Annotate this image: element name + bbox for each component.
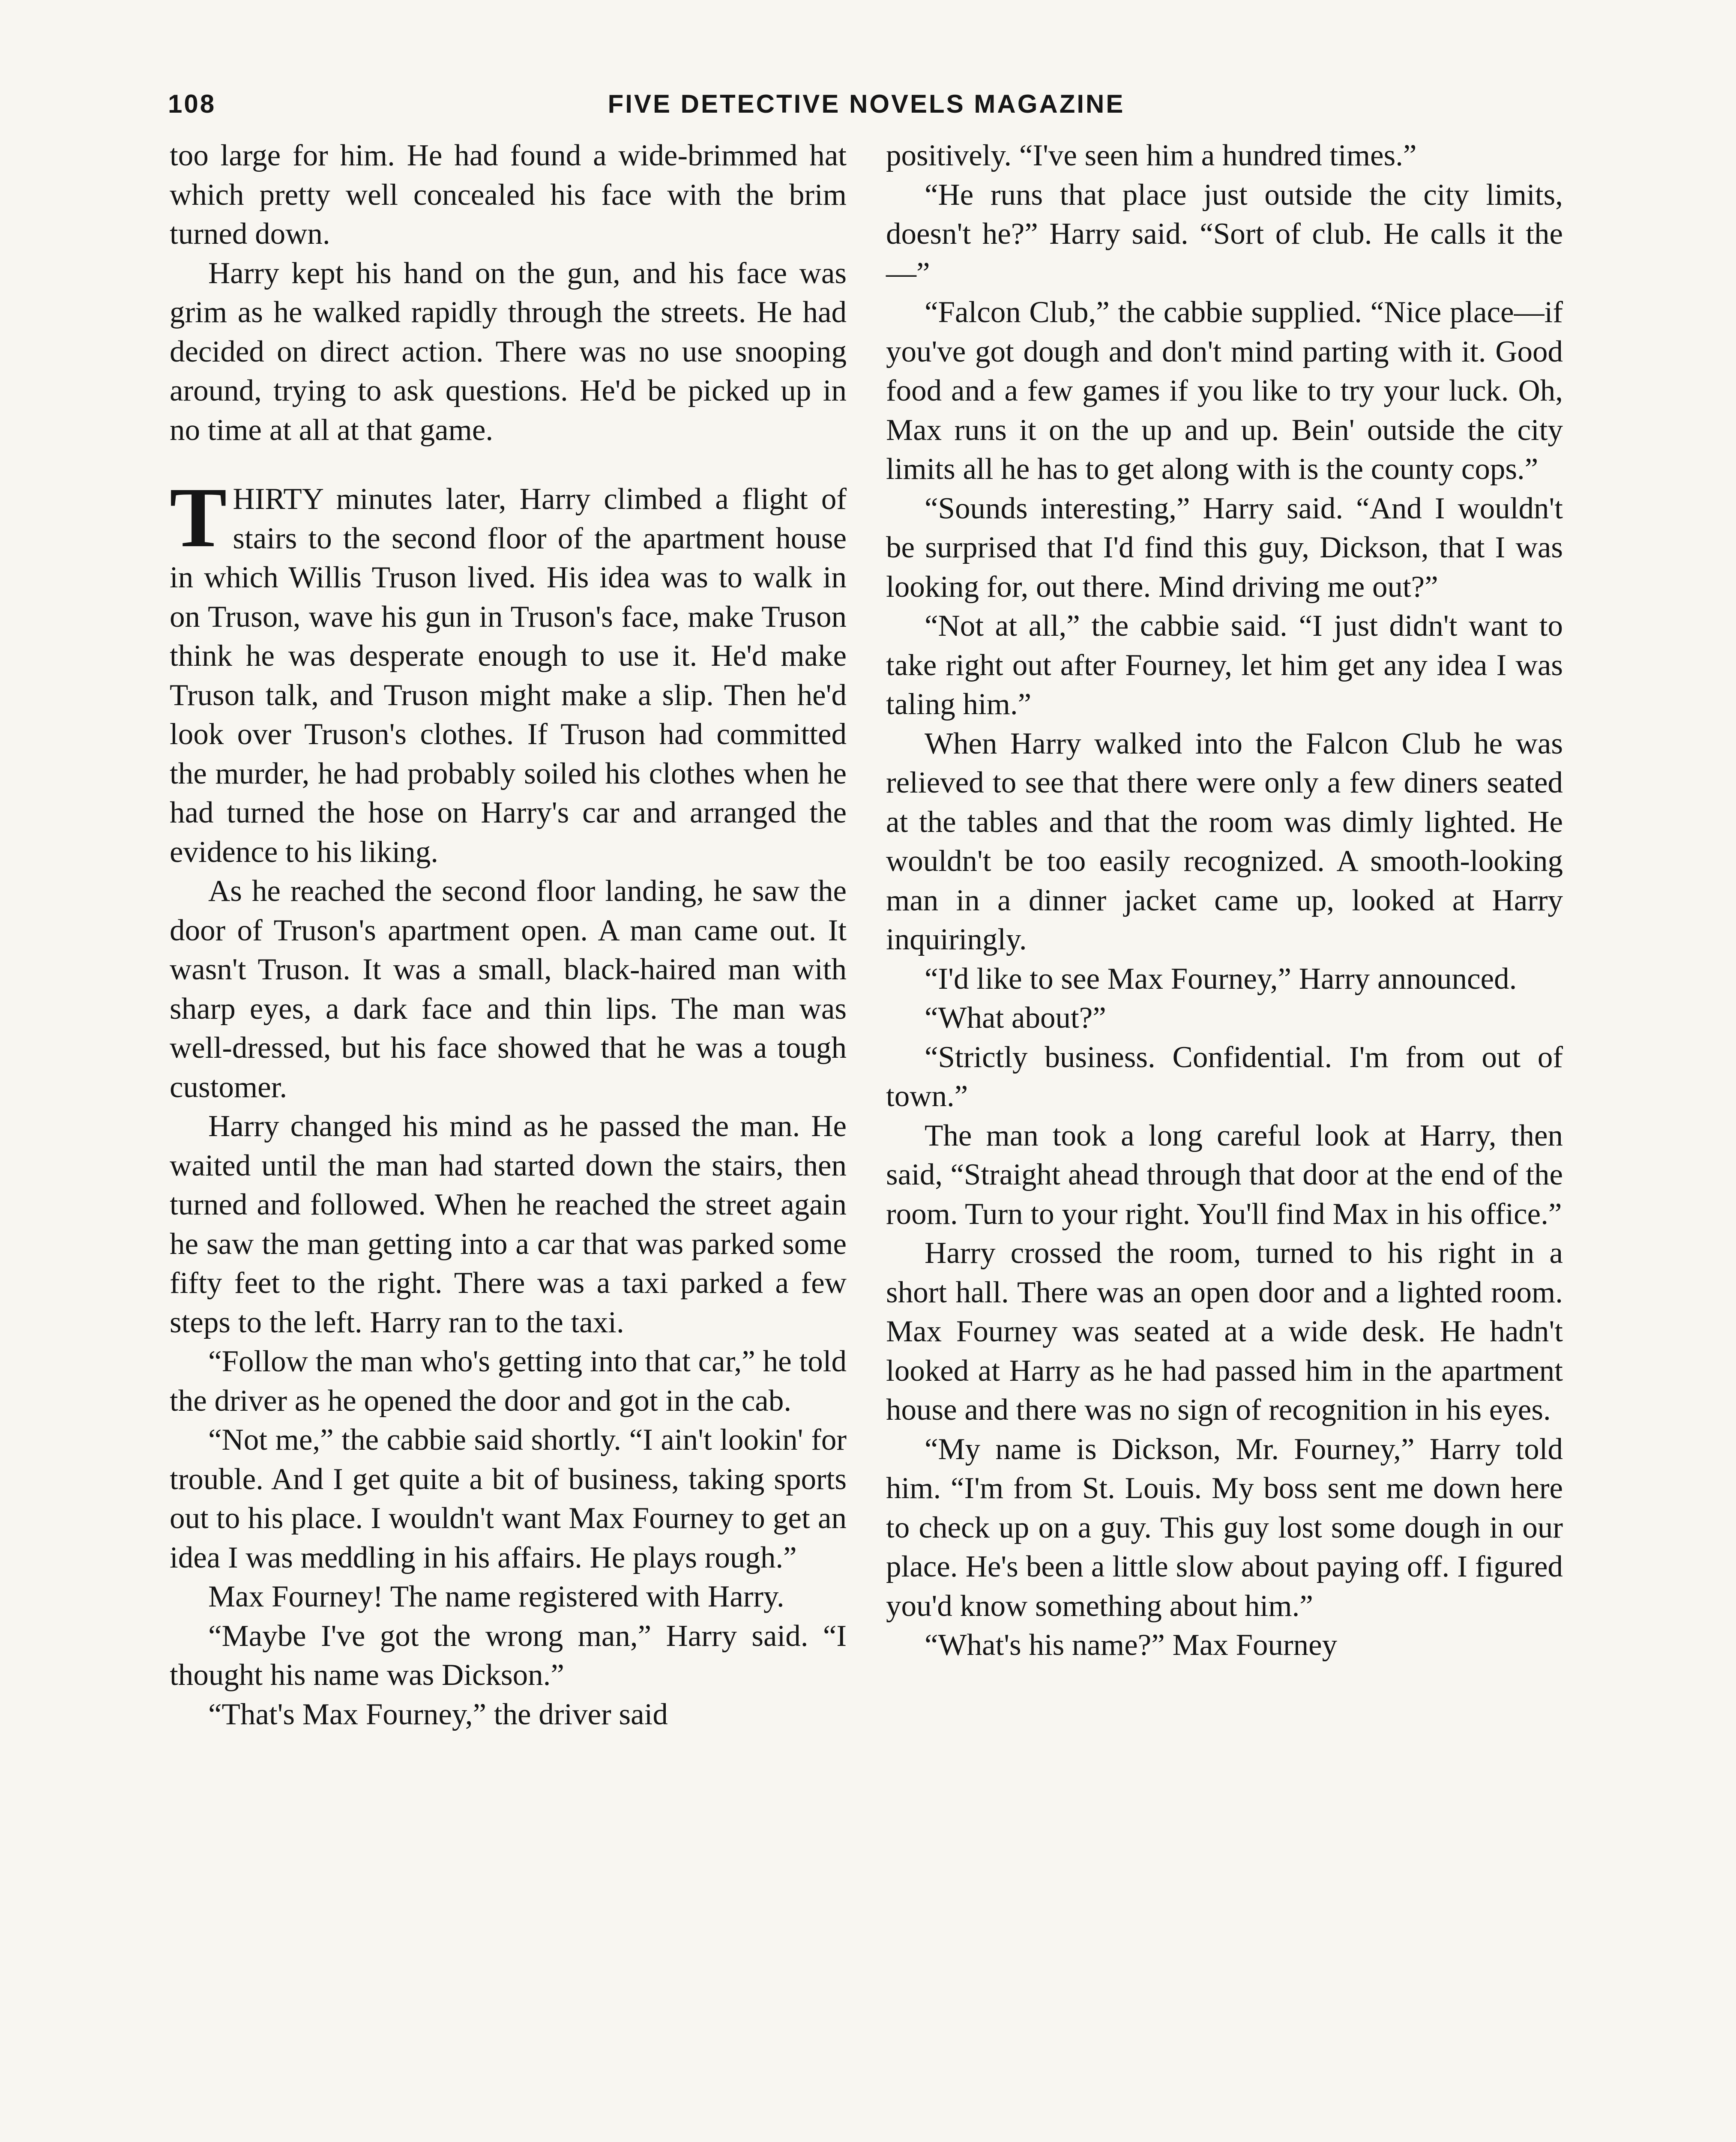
paragraph: “I'd like to see Max Fourney,” Harry announced.: [925, 962, 1517, 996]
paragraph: “Sounds interesting,” Harry said. “And I wouldn't be surprised that I'd find this guy, Dickson, that I was looking for, out there. Mind driving me out?”: [886, 491, 1563, 604]
paragraph: The man took a long careful look at Harry, then said, “Straight ahead through that door at the end of the room. Turn to your right. You'll find Max in his office.”: [886, 1119, 1563, 1231]
drop-cap: T: [170, 470, 227, 565]
right-column: [886, 136, 1563, 1665]
paragraph: Harry changed his mind as he passed the man. He waited until the man had started down the stairs, then turned and followed. When he reached the street again he saw the man getting into a car that was parked some fifty feet to the right. There was a taxi parked a few steps to the left. Harry ran to the taxi.: [170, 1110, 847, 1339]
paragraph: “Follow the man who's getting into that car,” he told the driver as he opened the door and got in the cab.: [170, 1345, 847, 1418]
section-opening-paragraph: [170, 470, 847, 872]
paragraph: “My name is Dickson, Mr. Fourney,” Harry told him. “I'm from St. Louis. My boss sent me down here to check up on a guy. This guy lost some dough in our place. He's been a little slow about paying off. I figured you'd know something about him.”: [886, 1432, 1563, 1623]
paragraph: As he reached the second floor landing, he saw the door of Truson's apartment open. A man came out. It wasn't Truson. It was a small, black-haired man with sharp eyes, a dark face and thin lips. The man was well-dressed, but his face showed that he was a tough customer.: [170, 874, 847, 1104]
paragraph: “He runs that place just outside the city limits, doesn't he?” Harry said. “Sort of club. He calls it the—”: [886, 178, 1563, 290]
paragraph: “What's his name?” Max Fourney: [925, 1628, 1338, 1662]
drop-cap-paragraph-text: HIRTY minutes later, Harry climbed a flight of stairs to the second floor of the apartment house in which Willis Truson lived. His idea was to walk in on Truson, wave his gun in Truson's face, make Truson think he was desperate enough to use it. He'd make Truson talk, and Truson might make a slip. Then he'd look over Truson's clothes. If Truson had committed the murder, he had probably soiled his clothes when he had turned the hose on Harry's car and arranged the evidence to his liking.: [170, 482, 847, 869]
paragraph: “What about?”: [925, 1001, 1106, 1035]
paragraph: too large for him. He had found a wide-brimmed hat which pretty well concealed his face with the brim turned down.: [170, 139, 847, 251]
paragraph: “That's Max Fourney,” the driver said: [208, 1697, 668, 1731]
paragraph: Harry kept his hand on the gun, and his face was grim as he walked rapidly through the streets. He had decided on direct action. There was no use snooping around, trying to ask questions. He'd be picked up in no time at all at that game.: [170, 256, 847, 447]
paragraph: “Falcon Club,” the cabbie supplied. “Nice place—if you've got dough and don't mind parting with it. Good food and a few games if you like to try your luck. Oh, Max runs it on the up and up. Bein' outside the city limits all he has to get along with is the county cops.”: [886, 296, 1563, 486]
paragraph: “Not me,” the cabbie said shortly. “I ain't lookin' for trouble. And I get quite a bit of business, taking sports out to his place. I wouldn't want Max Fourney to get an idea I was meddling in his affairs. He plays rough.”: [170, 1423, 847, 1574]
paragraph: “Maybe I've got the wrong man,” Harry said. “I thought his name was Dickson.”: [170, 1619, 847, 1692]
page-header: [168, 89, 1565, 128]
paragraph: “Not at all,” the cabbie said. “I just didn't want to take right out after Fourney, let him get any idea I was taling him.”: [886, 609, 1563, 721]
magazine-title: FIVE DETECTIVE NOVELS MAGAZINE: [608, 90, 1125, 118]
paragraph: Harry crossed the room, turned to his right in a short hall. There was an open door and a lighted room. Max Fourney was seated at a wide desk. He hadn't looked at Harry as he had passed him in the apartment house and there was no sign of recognition in his eyes.: [886, 1236, 1563, 1427]
paragraph: positively. “I've seen him a hundred times.”: [886, 139, 1417, 172]
paragraph: Max Fourney! The name registered with Harry.: [208, 1580, 784, 1613]
paragraph: When Harry walked into the Falcon Club he was relieved to see that there were only a few diners seated at the tables and that the room was dimly lighted. He wouldn't be too easily recognized. A smooth-looking man in a dinner jacket came up, looked at Harry inquiringly.: [886, 727, 1563, 956]
paragraph: “Strictly business. Confidential. I'm from out of town.”: [886, 1040, 1563, 1113]
left-column: [170, 136, 847, 1734]
page-number: 108: [168, 90, 216, 118]
